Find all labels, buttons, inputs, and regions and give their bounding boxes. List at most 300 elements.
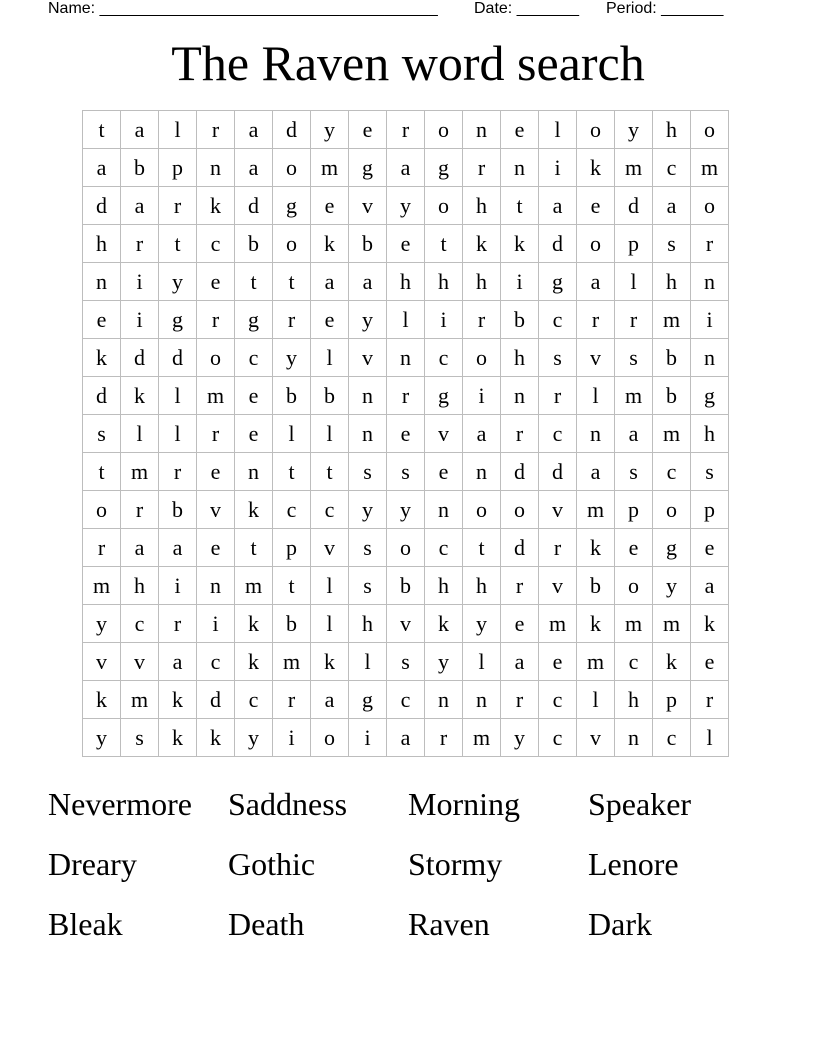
grid-row bbox=[83, 529, 729, 567]
grid-cell[interactable]: y bbox=[387, 491, 425, 529]
grid-cell[interactable]: o bbox=[197, 339, 235, 377]
grid-cell[interactable]: s bbox=[691, 453, 729, 491]
grid-cell[interactable]: n bbox=[349, 377, 387, 415]
grid-cell[interactable]: d bbox=[83, 187, 121, 225]
grid-cell[interactable]: e bbox=[387, 415, 425, 453]
grid-cell[interactable]: s bbox=[387, 643, 425, 681]
grid-cell[interactable]: l bbox=[159, 377, 197, 415]
grid-cell[interactable]: a bbox=[387, 149, 425, 187]
grid-cell[interactable]: e bbox=[235, 377, 273, 415]
grid-cell[interactable]: v bbox=[121, 643, 159, 681]
grid-cell[interactable]: k bbox=[235, 491, 273, 529]
grid-cell[interactable]: a bbox=[121, 111, 159, 149]
grid-cell[interactable]: t bbox=[425, 225, 463, 263]
grid-cell[interactable]: a bbox=[463, 415, 501, 453]
grid-cell[interactable]: e bbox=[197, 453, 235, 491]
grid-cell[interactable]: a bbox=[159, 643, 197, 681]
grid-cell[interactable]: k bbox=[83, 339, 121, 377]
grid-cell[interactable]: p bbox=[653, 681, 691, 719]
grid-cell[interactable]: k bbox=[121, 377, 159, 415]
grid-cell[interactable]: r bbox=[83, 529, 121, 567]
grid-cell[interactable]: k bbox=[83, 681, 121, 719]
grid-cell[interactable]: m bbox=[197, 377, 235, 415]
grid-cell[interactable]: t bbox=[273, 263, 311, 301]
grid-cell[interactable]: p bbox=[159, 149, 197, 187]
grid-cell[interactable]: s bbox=[121, 719, 159, 757]
grid-cell[interactable]: n bbox=[463, 111, 501, 149]
grid-row bbox=[83, 225, 729, 263]
grid-cell[interactable]: h bbox=[387, 263, 425, 301]
grid-cell[interactable]: n bbox=[349, 415, 387, 453]
grid-cell[interactable]: h bbox=[425, 263, 463, 301]
word-list-item: Stormy bbox=[408, 846, 503, 882]
grid-cell[interactable]: n bbox=[501, 377, 539, 415]
grid-cell[interactable]: m bbox=[653, 415, 691, 453]
grid-cell[interactable]: o bbox=[653, 491, 691, 529]
grid-cell[interactable]: m bbox=[463, 719, 501, 757]
grid-cell[interactable]: m bbox=[235, 567, 273, 605]
grid-row bbox=[83, 149, 729, 187]
grid-cell[interactable]: n bbox=[691, 339, 729, 377]
grid-cell[interactable]: h bbox=[121, 567, 159, 605]
grid-cell[interactable]: t bbox=[273, 567, 311, 605]
grid-cell[interactable]: k bbox=[425, 605, 463, 643]
grid-cell[interactable]: m bbox=[615, 377, 653, 415]
grid-cell[interactable]: l bbox=[311, 339, 349, 377]
grid-cell[interactable]: l bbox=[273, 415, 311, 453]
grid-cell[interactable]: d bbox=[539, 225, 577, 263]
grid-cell[interactable]: e bbox=[197, 263, 235, 301]
grid-cell[interactable]: r bbox=[197, 415, 235, 453]
grid-cell[interactable]: h bbox=[463, 263, 501, 301]
grid-cell[interactable]: s bbox=[83, 415, 121, 453]
grid-cell[interactable]: n bbox=[501, 149, 539, 187]
grid-cell[interactable]: k bbox=[577, 529, 615, 567]
grid-cell[interactable]: r bbox=[501, 567, 539, 605]
grid-cell[interactable]: o bbox=[83, 491, 121, 529]
grid-cell[interactable]: o bbox=[273, 225, 311, 263]
grid-cell[interactable]: o bbox=[387, 529, 425, 567]
grid-cell[interactable]: n bbox=[235, 453, 273, 491]
grid-cell[interactable]: k bbox=[577, 605, 615, 643]
word-list-item: Saddness bbox=[228, 786, 348, 822]
grid-cell[interactable]: y bbox=[159, 263, 197, 301]
grid-cell[interactable]: m bbox=[83, 567, 121, 605]
grid-cell[interactable]: c bbox=[273, 491, 311, 529]
grid-cell[interactable]: a bbox=[653, 187, 691, 225]
grid-cell[interactable]: p bbox=[615, 491, 653, 529]
grid-cell[interactable]: l bbox=[159, 111, 197, 149]
grid-cell[interactable]: o bbox=[311, 719, 349, 757]
grid-cell[interactable]: a bbox=[83, 149, 121, 187]
grid-cell[interactable]: n bbox=[615, 719, 653, 757]
grid-cell[interactable]: c bbox=[539, 719, 577, 757]
grid-cell[interactable]: o bbox=[691, 111, 729, 149]
grid-cell[interactable]: n bbox=[691, 263, 729, 301]
grid-cell[interactable]: e bbox=[615, 529, 653, 567]
grid-cell[interactable]: o bbox=[463, 491, 501, 529]
grid-cell[interactable]: l bbox=[387, 301, 425, 339]
grid-cell[interactable]: g bbox=[425, 377, 463, 415]
grid-cell[interactable]: g bbox=[539, 263, 577, 301]
grid-cell[interactable]: k bbox=[577, 149, 615, 187]
grid-cell[interactable]: s bbox=[615, 453, 653, 491]
grid-cell[interactable]: v bbox=[349, 187, 387, 225]
grid-cell[interactable]: y bbox=[349, 301, 387, 339]
grid-cell[interactable]: o bbox=[577, 111, 615, 149]
grid-cell[interactable]: r bbox=[387, 377, 425, 415]
grid-cell[interactable]: r bbox=[273, 681, 311, 719]
grid-cell[interactable]: a bbox=[235, 111, 273, 149]
grid-cell[interactable]: v bbox=[349, 339, 387, 377]
grid-cell[interactable]: n bbox=[197, 567, 235, 605]
grid-cell[interactable]: t bbox=[159, 225, 197, 263]
grid-row bbox=[83, 453, 729, 491]
grid-cell[interactable]: b bbox=[311, 377, 349, 415]
grid-cell[interactable]: m bbox=[577, 491, 615, 529]
grid-cell[interactable]: a bbox=[311, 681, 349, 719]
grid-cell[interactable]: m bbox=[311, 149, 349, 187]
grid-cell[interactable]: p bbox=[691, 491, 729, 529]
grid-cell[interactable]: k bbox=[311, 225, 349, 263]
grid-cell[interactable]: a bbox=[349, 263, 387, 301]
grid-cell[interactable]: a bbox=[159, 529, 197, 567]
grid-cell[interactable]: o bbox=[425, 187, 463, 225]
grid-cell[interactable]: c bbox=[121, 605, 159, 643]
grid-cell[interactable]: p bbox=[615, 225, 653, 263]
grid-cell[interactable]: l bbox=[311, 605, 349, 643]
grid-cell[interactable]: i bbox=[463, 377, 501, 415]
grid-cell[interactable]: o bbox=[425, 111, 463, 149]
grid-cell[interactable]: h bbox=[653, 263, 691, 301]
grid-cell[interactable]: c bbox=[387, 681, 425, 719]
grid-cell[interactable]: g bbox=[653, 529, 691, 567]
grid-cell[interactable]: m bbox=[653, 605, 691, 643]
grid-cell[interactable]: m bbox=[653, 301, 691, 339]
grid-cell[interactable]: c bbox=[197, 643, 235, 681]
grid-cell[interactable]: n bbox=[425, 681, 463, 719]
grid-cell[interactable]: d bbox=[273, 111, 311, 149]
grid-cell[interactable]: y bbox=[83, 719, 121, 757]
grid-cell[interactable]: v bbox=[387, 605, 425, 643]
grid-cell[interactable]: e bbox=[387, 225, 425, 263]
grid-cell[interactable]: a bbox=[691, 567, 729, 605]
grid-cell[interactable]: d bbox=[121, 339, 159, 377]
grid-cell[interactable]: h bbox=[349, 605, 387, 643]
grid-cell[interactable]: b bbox=[159, 491, 197, 529]
grid-cell[interactable]: l bbox=[121, 415, 159, 453]
grid-cell[interactable]: a bbox=[577, 263, 615, 301]
grid-cell[interactable]: o bbox=[615, 567, 653, 605]
grid-cell[interactable]: g bbox=[159, 301, 197, 339]
grid-cell[interactable]: b bbox=[577, 567, 615, 605]
grid-cell[interactable]: b bbox=[387, 567, 425, 605]
grid-cell[interactable]: r bbox=[197, 111, 235, 149]
grid-cell[interactable]: c bbox=[653, 149, 691, 187]
grid-cell[interactable]: l bbox=[463, 643, 501, 681]
grid-cell[interactable]: l bbox=[349, 643, 387, 681]
grid-cell[interactable]: i bbox=[691, 301, 729, 339]
grid-cell[interactable]: k bbox=[463, 225, 501, 263]
grid-cell[interactable]: c bbox=[311, 491, 349, 529]
grid-cell[interactable]: y bbox=[501, 719, 539, 757]
date-field-label: Date: _______ bbox=[474, 0, 579, 17]
grid-cell[interactable]: n bbox=[387, 339, 425, 377]
grid-cell[interactable]: r bbox=[159, 187, 197, 225]
grid-cell[interactable]: s bbox=[387, 453, 425, 491]
grid-cell[interactable]: o bbox=[577, 225, 615, 263]
grid-cell[interactable]: k bbox=[653, 643, 691, 681]
grid-cell[interactable]: y bbox=[387, 187, 425, 225]
grid-cell[interactable]: c bbox=[425, 529, 463, 567]
grid-cell[interactable]: r bbox=[425, 719, 463, 757]
grid-cell[interactable]: r bbox=[159, 453, 197, 491]
grid-cell[interactable]: l bbox=[539, 111, 577, 149]
name-field-label: Name: ______________________________________ bbox=[48, 0, 438, 17]
grid-cell[interactable]: d bbox=[615, 187, 653, 225]
grid-cell[interactable]: e bbox=[691, 643, 729, 681]
grid-cell[interactable]: i bbox=[159, 567, 197, 605]
grid-cell[interactable]: v bbox=[539, 567, 577, 605]
grid-cell[interactable]: t bbox=[501, 187, 539, 225]
grid-cell[interactable]: y bbox=[463, 605, 501, 643]
grid-cell[interactable]: o bbox=[463, 339, 501, 377]
grid-cell[interactable]: b bbox=[653, 377, 691, 415]
grid-cell[interactable]: m bbox=[577, 643, 615, 681]
grid-cell[interactable]: b bbox=[273, 605, 311, 643]
grid-cell[interactable]: e bbox=[311, 301, 349, 339]
grid-cell[interactable]: t bbox=[235, 263, 273, 301]
grid-cell[interactable]: n bbox=[197, 149, 235, 187]
grid-cell[interactable]: k bbox=[197, 187, 235, 225]
grid-cell[interactable]: i bbox=[273, 719, 311, 757]
grid-cell[interactable]: n bbox=[577, 415, 615, 453]
grid-cell[interactable]: b bbox=[121, 149, 159, 187]
grid-cell[interactable]: b bbox=[501, 301, 539, 339]
grid-cell[interactable]: y bbox=[615, 111, 653, 149]
grid-cell[interactable]: e bbox=[311, 187, 349, 225]
grid-cell[interactable]: m bbox=[691, 149, 729, 187]
grid-cell[interactable]: c bbox=[539, 415, 577, 453]
word-list-item: Dreary bbox=[48, 846, 137, 882]
grid-cell[interactable]: g bbox=[691, 377, 729, 415]
grid-cell[interactable]: g bbox=[349, 149, 387, 187]
grid-row bbox=[83, 643, 729, 681]
grid-cell[interactable]: k bbox=[691, 605, 729, 643]
grid-cell[interactable]: e bbox=[577, 187, 615, 225]
grid-cell[interactable]: b bbox=[235, 225, 273, 263]
grid-cell[interactable]: l bbox=[577, 377, 615, 415]
grid-cell[interactable]: v bbox=[577, 719, 615, 757]
grid-cell[interactable]: e bbox=[83, 301, 121, 339]
grid-cell[interactable]: m bbox=[615, 605, 653, 643]
grid-cell[interactable]: v bbox=[311, 529, 349, 567]
grid-cell[interactable]: r bbox=[463, 149, 501, 187]
grid-cell[interactable]: i bbox=[501, 263, 539, 301]
grid-cell[interactable]: t bbox=[83, 111, 121, 149]
grid-cell[interactable]: y bbox=[653, 567, 691, 605]
grid-cell[interactable]: h bbox=[463, 567, 501, 605]
grid-cell[interactable]: v bbox=[577, 339, 615, 377]
grid-cell[interactable]: l bbox=[577, 681, 615, 719]
grid-cell[interactable]: a bbox=[121, 529, 159, 567]
grid-cell[interactable]: n bbox=[83, 263, 121, 301]
grid-cell[interactable]: r bbox=[121, 491, 159, 529]
grid-cell[interactable]: e bbox=[425, 453, 463, 491]
grid-cell[interactable]: r bbox=[387, 111, 425, 149]
grid-cell[interactable]: h bbox=[615, 681, 653, 719]
grid-cell[interactable]: k bbox=[235, 605, 273, 643]
grid-cell[interactable]: m bbox=[273, 643, 311, 681]
grid-cell[interactable]: o bbox=[691, 187, 729, 225]
grid-cell[interactable]: g bbox=[349, 681, 387, 719]
grid-cell[interactable]: g bbox=[235, 301, 273, 339]
grid-cell[interactable]: c bbox=[653, 719, 691, 757]
grid-cell[interactable]: e bbox=[691, 529, 729, 567]
grid-cell[interactable]: n bbox=[463, 453, 501, 491]
grid-cell[interactable]: s bbox=[349, 567, 387, 605]
grid-cell[interactable]: s bbox=[349, 453, 387, 491]
grid-cell[interactable]: r bbox=[463, 301, 501, 339]
grid-cell[interactable]: d bbox=[197, 681, 235, 719]
grid-cell[interactable]: l bbox=[691, 719, 729, 757]
grid-cell[interactable]: a bbox=[539, 187, 577, 225]
grid-cell[interactable]: k bbox=[311, 643, 349, 681]
grid-cell[interactable]: h bbox=[653, 111, 691, 149]
grid-cell[interactable]: e bbox=[501, 111, 539, 149]
grid-cell[interactable]: s bbox=[653, 225, 691, 263]
grid-cell[interactable]: b bbox=[653, 339, 691, 377]
grid-cell[interactable]: a bbox=[387, 719, 425, 757]
grid-cell[interactable]: y bbox=[83, 605, 121, 643]
grid-cell[interactable]: s bbox=[615, 339, 653, 377]
grid-cell[interactable]: c bbox=[235, 339, 273, 377]
grid-cell[interactable]: n bbox=[425, 491, 463, 529]
grid-cell[interactable]: y bbox=[273, 339, 311, 377]
grid-cell[interactable]: d bbox=[83, 377, 121, 415]
grid-cell[interactable]: m bbox=[121, 453, 159, 491]
grid-cell[interactable]: s bbox=[349, 529, 387, 567]
grid-cell[interactable]: r bbox=[539, 377, 577, 415]
grid-cell[interactable]: v bbox=[197, 491, 235, 529]
grid-cell[interactable]: i bbox=[425, 301, 463, 339]
grid-cell[interactable]: a bbox=[615, 415, 653, 453]
grid-cell[interactable]: k bbox=[197, 719, 235, 757]
grid-cell[interactable]: r bbox=[501, 681, 539, 719]
grid-cell[interactable]: h bbox=[463, 187, 501, 225]
grid-cell[interactable]: h bbox=[501, 339, 539, 377]
grid-cell[interactable]: r bbox=[197, 301, 235, 339]
grid-cell[interactable]: m bbox=[615, 149, 653, 187]
grid-cell[interactable]: r bbox=[273, 301, 311, 339]
grid-cell[interactable]: g bbox=[273, 187, 311, 225]
grid-cell[interactable]: r bbox=[615, 301, 653, 339]
grid-cell[interactable]: l bbox=[615, 263, 653, 301]
grid-cell[interactable]: g bbox=[425, 149, 463, 187]
grid-cell[interactable]: i bbox=[121, 301, 159, 339]
grid-cell[interactable]: l bbox=[159, 415, 197, 453]
grid-cell[interactable]: e bbox=[539, 643, 577, 681]
grid-cell[interactable]: r bbox=[121, 225, 159, 263]
grid-cell[interactable]: d bbox=[235, 187, 273, 225]
grid-cell[interactable]: r bbox=[159, 605, 197, 643]
grid-cell[interactable]: d bbox=[501, 529, 539, 567]
grid-cell[interactable]: e bbox=[501, 605, 539, 643]
grid-cell[interactable]: t bbox=[273, 453, 311, 491]
grid-cell[interactable]: e bbox=[235, 415, 273, 453]
grid-cell[interactable]: t bbox=[311, 453, 349, 491]
grid-cell[interactable]: o bbox=[273, 149, 311, 187]
grid-row bbox=[83, 263, 729, 301]
grid-cell[interactable]: v bbox=[83, 643, 121, 681]
grid-cell[interactable]: r bbox=[691, 681, 729, 719]
grid-cell[interactable]: l bbox=[311, 567, 349, 605]
grid-cell[interactable]: c bbox=[539, 301, 577, 339]
grid-cell[interactable]: t bbox=[235, 529, 273, 567]
grid-cell[interactable]: i bbox=[539, 149, 577, 187]
grid-cell[interactable]: d bbox=[539, 453, 577, 491]
grid-cell[interactable]: k bbox=[159, 681, 197, 719]
grid-cell[interactable]: y bbox=[349, 491, 387, 529]
grid-cell[interactable]: r bbox=[691, 225, 729, 263]
grid-cell[interactable]: a bbox=[311, 263, 349, 301]
grid-cell[interactable]: o bbox=[501, 491, 539, 529]
grid-cell[interactable]: r bbox=[539, 529, 577, 567]
grid-cell[interactable]: m bbox=[539, 605, 577, 643]
grid-cell[interactable]: c bbox=[235, 681, 273, 719]
grid-cell[interactable]: a bbox=[121, 187, 159, 225]
grid-cell[interactable]: h bbox=[83, 225, 121, 263]
grid-cell[interactable]: i bbox=[121, 263, 159, 301]
grid-cell[interactable]: b bbox=[349, 225, 387, 263]
grid-cell[interactable]: k bbox=[159, 719, 197, 757]
grid-cell[interactable]: b bbox=[273, 377, 311, 415]
grid-cell[interactable]: i bbox=[349, 719, 387, 757]
grid-cell[interactable]: c bbox=[539, 681, 577, 719]
grid-cell[interactable]: c bbox=[615, 643, 653, 681]
grid-cell[interactable]: a bbox=[501, 643, 539, 681]
grid-cell[interactable]: l bbox=[311, 415, 349, 453]
grid-cell[interactable]: a bbox=[577, 453, 615, 491]
grid-cell[interactable]: k bbox=[235, 643, 273, 681]
grid-cell[interactable]: i bbox=[197, 605, 235, 643]
grid-cell[interactable]: k bbox=[501, 225, 539, 263]
grid-cell[interactable]: y bbox=[311, 111, 349, 149]
grid-cell[interactable]: e bbox=[349, 111, 387, 149]
grid-cell[interactable]: r bbox=[577, 301, 615, 339]
grid-cell[interactable]: c bbox=[425, 339, 463, 377]
grid-cell[interactable]: a bbox=[235, 149, 273, 187]
grid-cell[interactable]: c bbox=[653, 453, 691, 491]
grid-cell[interactable]: h bbox=[425, 567, 463, 605]
grid-cell[interactable]: c bbox=[197, 225, 235, 263]
grid-cell[interactable]: r bbox=[501, 415, 539, 453]
grid-cell[interactable]: s bbox=[539, 339, 577, 377]
grid-cell[interactable]: m bbox=[121, 681, 159, 719]
grid-cell[interactable]: e bbox=[197, 529, 235, 567]
grid-cell[interactable]: y bbox=[235, 719, 273, 757]
grid-cell[interactable]: v bbox=[425, 415, 463, 453]
grid-cell[interactable]: t bbox=[463, 529, 501, 567]
grid-cell[interactable]: v bbox=[539, 491, 577, 529]
grid-cell[interactable]: n bbox=[463, 681, 501, 719]
grid-cell[interactable]: y bbox=[425, 643, 463, 681]
grid-cell[interactable]: t bbox=[83, 453, 121, 491]
grid-cell[interactable]: h bbox=[691, 415, 729, 453]
grid-cell[interactable]: p bbox=[273, 529, 311, 567]
grid-cell[interactable]: d bbox=[159, 339, 197, 377]
grid-cell[interactable]: d bbox=[501, 453, 539, 491]
